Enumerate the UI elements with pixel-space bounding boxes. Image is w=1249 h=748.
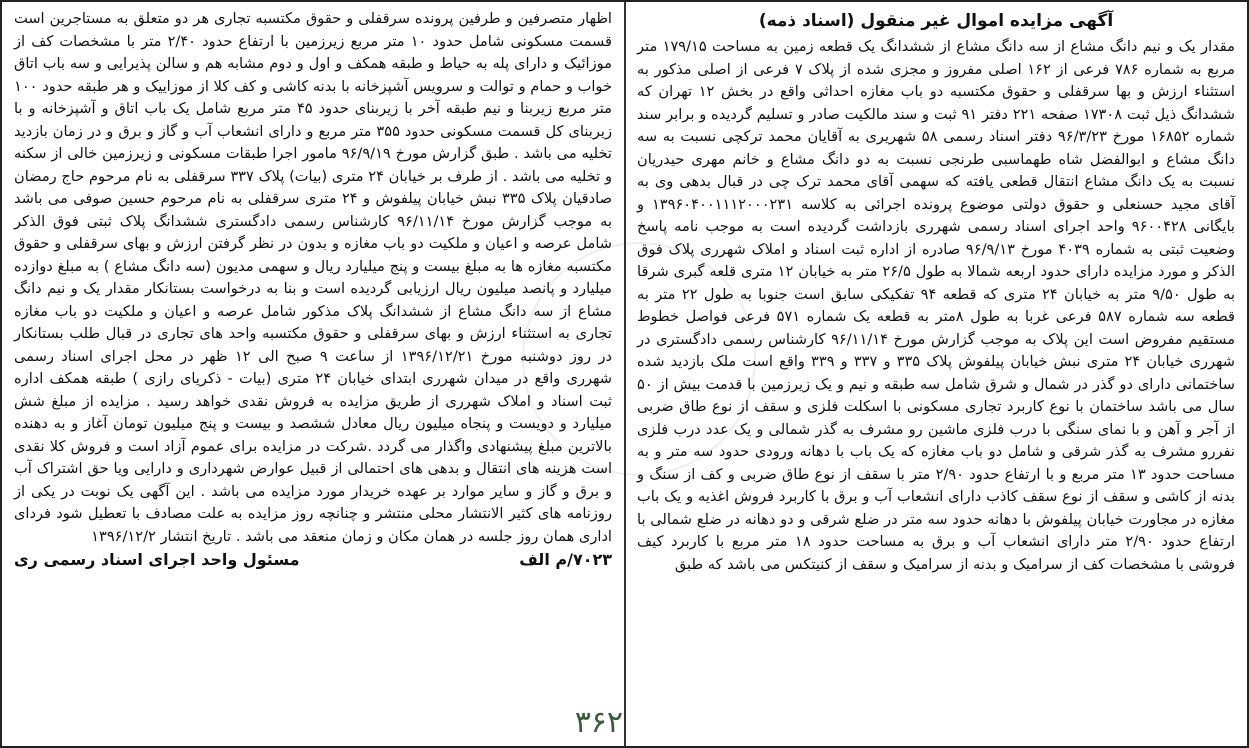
right-column-text: مقدار یک و نیم دانگ مشاع از سه دانگ مشاع از ششدانگ یک قطعه زمین به مساحت ۱۷۹/۱۵ متر مربع به شماره ۷۸۶ فرعی از ۱۶۲ اصلی مفروز و مجزی شده از پلاک ۷ فرعی از اصلی مذکور به استثناء ارزش و بها سرقفلی و حقوق مکتسبه دو باب مغازه احداثی واقع در بخش ۱۲ تهران که ششدانگ ذیل ثبت ۱۷۳۰۸ صفحه ۲۲۱ دفتر ۹۱ ثبت و سند مالکیت صادر و تسلیم گردیده و برابر سند شماره ۱۶۸۵۲ مورخ ۹۶/۳/۲۳ دفتر اسناد رسمی ۵۸ شهریری به آقایان محمد ترکچی نسبت به سه دانگ مشاع و ابوالفضل شاه طهماسبی طرنجی نسبت به دو دانگ مشاع و خانم مهری حیدریان نسبت به یک دانگ مشاع انتقال قطعی یافته که سهمی آقای محمد ترک چی در قبال بدهی وی به آقای مجید حسنعلی و حقوق دولتی موضوع پرونده اجرائی به کلاسه ۱۳۹۶۰۴۰۰۱۱۱۲۰۰۰۲۳۱ و بایگانی ۹۶۰۰۴۲۸ واحد اجرای اسناد رسمی شهرری بازداشت گردیده است به موجب نامه پاسخ وضعیت ثبتی به شماره ۴۰۳۹ مورخ ۹۶/۹/۱۳ صادره از اداره ثبت اسناد و املاک شهرری پلاک فوق الذکر و مورد مزایده دارای حدود اربعه شمالا به طول ۲۶/۵ متر به خیابان ۱۲ متری قلعه گبری شرقا به طول ۹/۵۰ متر به خیابان ۲۴ متری که قطعه ۹۴ تفکیکی سابق است جنوبا به طول ۲۲ متر به قطعه سه شماره ۵۸۷ فرعی غربا به طول ۸متر به قطعه یک شماره ۵۷۱ فرعی فواصل خطوط مستقیم مفروض است این پلاک به موجب گزارش مورخ ۹۶/۱۱/۱۴ کارشناس رسمی دادگستری در شهرری خیابان ۲۴ متری نبش خیابان پیلفوش پلاک ۳۳۵ و ۳۳۷ و ۳۳۹ واقع است ملک بازدید شده ساختمانی دارای دو گذر در شمال و شرق شامل سه طبقه و نیم و یک زیرزمین با قدمت بیش از ۵۰ سال می باشد ساختمان با نوع کاربرد تجاری مسکونی با اسکلت فلزی و سقف از نوع طاق ضربی از آجر و آهن و با نمای سنگی با درب فلزی ماشین رو مشرف به گذر شمالی و یک عدد درب فلزی نفررو مشرف به گذر شرقی و شامل دو باب مغازه که یک باب با دهانه ورودی حدود سه متر و به مساحت حدود ۱۳ متر مربع و با ارتفاع حدود ۲/۹۰ متر با سقف از نوع طاق ضربی و کف از سنگ و بدنه از کاشی و سقف از نوع سقف کاذب دارای انشعاب آب و برق با کاربرد فروش اغذیه و یک باب مغازه در مجاورت خیابان پیلفوش با دهانه حدود سه متر در ضلع شرقی و دو دهانه در ضلع شمالی با ارتفاع حدود ۲/۹۰ متر دارای انشعاب آب و برق به مساحت حدود ۱۸ متر مربع با کاربرد کیف فروشی با مشخصات کف از سرامیک و بدنه از سرامیک و سقف از کنیتکس می باشد که طبق [637, 38, 1236, 573]
notice-title: آگهی مزایده اموال غیر منقول (اسناد ذمه) [758, 11, 1114, 31]
column-divider [624, 2, 626, 746]
notice-footer [14, 550, 612, 569]
handwritten-stamp-number: ۳۶۲ [574, 705, 624, 740]
right-column [625, 2, 1247, 746]
left-column-text: اظهار متصرفین و طرفین پرونده سرقفلی و حقوق مکتسبه تجاری هر دو متعلق به مستاجرین است قسمت مسکونی شامل حدود ۱۰ متر مربع زیرزمین با ارتفاع حدود ۲/۴۰ متر با مشخصات کف از موزائیک و دارای پله به حیاط و طبقه همکف و اول و دوم مشابه هم و سالن پذیرایی و سه باب اتاق خواب و حمام و توالت و سرویس آشپزخانه با بدنه کاشی و کف کلا از موزاییک و هر طبقه حدود ۱۰۰ متر مربع زیربنا و نیم طبقه آخر با زیربنای حدود ۴۵ متر مربع شامل یک باب اتاق و آشپزخانه و با زیربنای کل قسمت مسکونی حدود ۳۵۵ متر مربع و دارای انشعاب آب و گاز و برق و در زمان بازدید تخلیه می باشد . طبق گزارش مورخ ۹۶/۹/۱۹ مامور اجرا طبقات مسکونی و زیرزمین خالی از سکنه و تخلیه می باشد . از طرف بر خیابان ۲۴ متری (بیات) پلاک ۳۳۷ سرقفلی به نام مرحوم حاج رمضان صادقیان پلاک ۳۳۵ نبش خیابان پیلفوش و ۲۴ متری سرقفلی به نام مرحوم حسین صوفی می باشد به موجب گزارش مورخ ۹۶/۱۱/۱۴ کارشناس رسمی دادگستری ششدانگ پلاک ثبتی فوق الذکر شامل عرصه و اعیان و ملکیت دو باب مغازه و بدون در نظر گرفتن ارزش و بهای سرقفلی و حقوق مکتسبه مغازه ها به مبلغ بیست و پنج میلیارد ریال و سهمی مدیون (سه دانگ مشاع ) به مبلغ دوازده میلیارد و پانصد میلیون ریال ارزیابی گردیده است و بنا به درخواست بستانکار مقدار یک و نیم دانگ مشاع از سه دانگ مشاع از ششدانگ پلاک مذکور شامل عرصه و اعیان و ملکیت دو باب مغازه تجاری به استثناء ارزش و بهای سرقفلی و حقوق مکتسبه واحد های تجاری در قبال طلب بستانکار در روز دوشنبه مورخ ۱۳۹۶/۱۲/۲۱ از ساعت ۹ صبح الی ۱۲ ظهر در محل اجرای اسناد رسمی شهرری واقع در میدان شهرری ابتدای خیابان ۲۴ متری (بیات - ذکریای رازی ) طبقه همکف اداره ثبت اسناد و املاک شهرری از طریق مزایده به فروش نقدی خواهد رسید . مزایده از مبلغ شش میلیارد و دویست و پنجاه میلیون ریال معادل ششصد و بیست و پنج میلیون تومان آغاز و به دهنده بالاترین مبلغ پیشنهادی واگذار می گردد .شرکت در مزایده برای عموم آزاد است و فروش کلا نقدی است هزینه های انتقال و بدهی های احتمالی از قبیل عوارض شهرداری و دارایی ویا حق اشتراک آب و برق و گاز و سایر موارد بر عهده خریدار مورد مزایده می باشد . این آگهی یک نوبت در یکی از روزنامه های کثیر الانتشار محلی منتشر و چنانچه روز مزایده به علت مصادف با تعطیل شود فردای اداری همان روز جلسه در همان مکان و زمان منعقد می باشد . تاریخ انتشار ۱۳۹۶/۱۲/۲ [14, 10, 613, 545]
footer-code: ۷۰۲۳/م الف [519, 550, 612, 569]
footer-signature: مسئول واحد اجرای اسناد رسمی ری [14, 550, 300, 569]
left-column [2, 2, 624, 746]
